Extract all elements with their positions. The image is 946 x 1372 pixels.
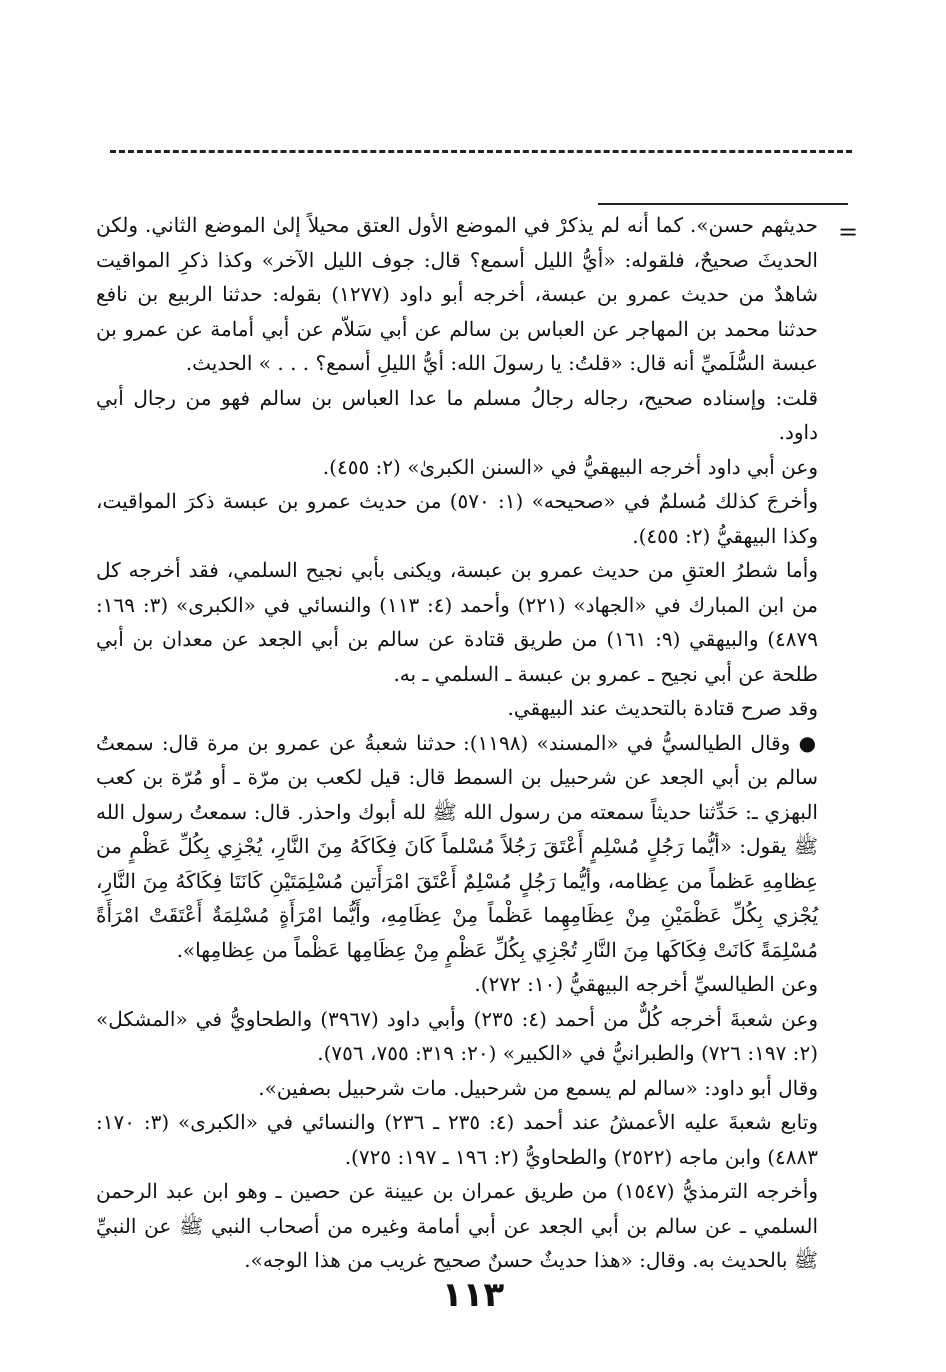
footnote-text-block [96, 208, 818, 1278]
paragraph-10: وقال أبو داود: «سالم لم يسمع من شرحبيل. مات شرحبيل بصفين». [258, 1075, 818, 1100]
paragraph-6: وقد صرح قتادة بالتحديث عند البيهقي. [507, 696, 818, 720]
paragraph-11: وتابع شعبةَ عليه الأعمشُ عند أحمد (٤: ٢٣٥ ـ ٢٣٦) والنسائي في «الكبرى» (٣: ١٧٠: ٤٨٨٣) وابن ماجه (٢٥٢٢) والطحاويُّ (٢: ١٩٦ ـ ١٩٧: ٧٢٥). [96, 1110, 818, 1169]
page-number: ١١٣ [441, 1275, 505, 1315]
paragraph-4: وأخرجَ كذلك مُسلمٌ في «صحيحه» (١: ٥٧٠) من حديث عمرو بن عبسة ذكرَ المواقيت، وكذا البيهقيُّ (٢: ٤٥٥). [96, 489, 818, 548]
paragraph-2: قلت: وإسناده صحيح، رجاله رجالُ مسلم ما عدا العباس بن سالم فهو من رجال أبي داود. [96, 385, 818, 444]
continuation-marker: = [838, 218, 859, 246]
paragraph-8: وعن الطيالسيِّ أخرجه البيهقيُّ (١٠: ٢٧٢). [474, 972, 818, 996]
paragraph-9: وعن شعبةَ أخرجه كُلٌّ من أحمد (٤: ٢٣٥) وأبي داود (٣٩٦٧) والطحاويُّ في «المشكل» (٢: ١٩٧: ٧٢٦) والطبرانيُّ في «الكبير» (٢٠: ٣١٩: ٧٥٥، ٧٥٦). [96, 1006, 818, 1065]
paragraph-5: وأما شطرُ العتقِ من حديث عمرو بن عبسة، ويكنى بأبي نجيح السلمي، فقد أخرجه كل من ابن المبارك في «الجهاد» (٢٢١) وأحمد (٤: ١١٣) والنسائي في «الكبرى» (٣: ١٦٩: ٤٨٧٩) والبيهقي (٩: ١٦١) من طريق قتادة عن سالم بن أبي الجعد عن معدان بن أبي طلحة عن أبي نجيح ـ عمرو بن عبسة ـ السلمي ـ به. [96, 558, 818, 686]
paragraph-3: وعن أبي داود أخرجه البيهقيُّ في «السنن الكبرىٰ» (٢: ٤٥٥). [322, 454, 818, 479]
paragraph-12: وأخرجه الترمذيُّ (١٥٤٧) من طريق عمران بن عيينة عن حصين ـ وهو ابن عبد الرحمن السلمي ـ عن سالم بن أبي الجعد عن أبي أمامة وغيره من أصحاب النبي ﷺ عن النبيِّ ﷺ بالحديث به. وقال: «هذا حديثٌ حسنٌ صحيح غريب من هذا الوجه». [96, 1179, 818, 1272]
paragraph-7: ● وقال الطيالسيُّ في «المسند» (١١٩٨): حدثنا شعبةُ عن عمرو بن مرة قال: سمعتُ سالم بن أبي الجعد عن شرحبيل بن السمط قال: قيل لكعب بن مرّة ـ أو مُرّة بن كعب البهزي ـ: حَدِّثنا حديثاً سمعته من رسول الله ﷺ لله أبوك واحذر. قال: سمعتُ رسول الله ﷺ يقول: «أيُّما رَجُلٍ مُسْلِمٍ أَعْتَقَ رَجُلاً مُسْلماً كَانَ فِكَاكَهُ مِنَ النَّارِ، يُجْزِي بِكُلِّ عَظْمٍ من عِظامِهِ عَظماً من عِظامه، وأيُّما رَجُلٍ مُسْلِمٌ أَعْتَقَ امْرَأَتين مُسْلِمَتَيْنِ كَانَتَا فِكَاكَهُ مِنَ النَّارِ، يُجْزي بِكُلِّ عَظْمَيْنِ مِنْ عِظَامِهِما عَظْماً مِنْ عِظَامِهِ، وأَيُّما امْرَأَةٍ مُسْلِمَةٌ أَعْتَقَتْ امْرَأَةً مُسْلِمَةً كَانَتْ فِكَاكَها مِنَ النَّارِ تُجْزِي بِكُلِّ عَظْمٍ مِنْ عِظَامِها عَظْماً من عِظامِها». [96, 730, 818, 962]
paragraph-1: حديثهم حسن». كما أنه لم يذكرْ في الموضع الأول العتق محيلاً إلىٰ الموضع الثاني. ولكن الحديثَ صحيحٌ، فلقوله: «أيُّ الليل أسمع؟ قال: جوف الليل الآخر» وكذا ذكرِ المواقيت شاهدٌ من حديث عمرو بن عبسة، أخرجه أبو داود (١٢٧٧) بقوله: حدثنا الربيع بن نافع حدثنا محمد بن المهاجر عن العباس بن سالم عن أبي سَلاّم عن أبي أمامة عن عمرو بن عبسة السُّلَميِّ أنه قال: «قلتُ: يا رسولَ الله: أيُّ الليلِ أسمع؟ . . . » الحديث. [96, 213, 818, 375]
footnote-separator-rule [598, 203, 848, 205]
header-dashed-rule [110, 150, 852, 153]
